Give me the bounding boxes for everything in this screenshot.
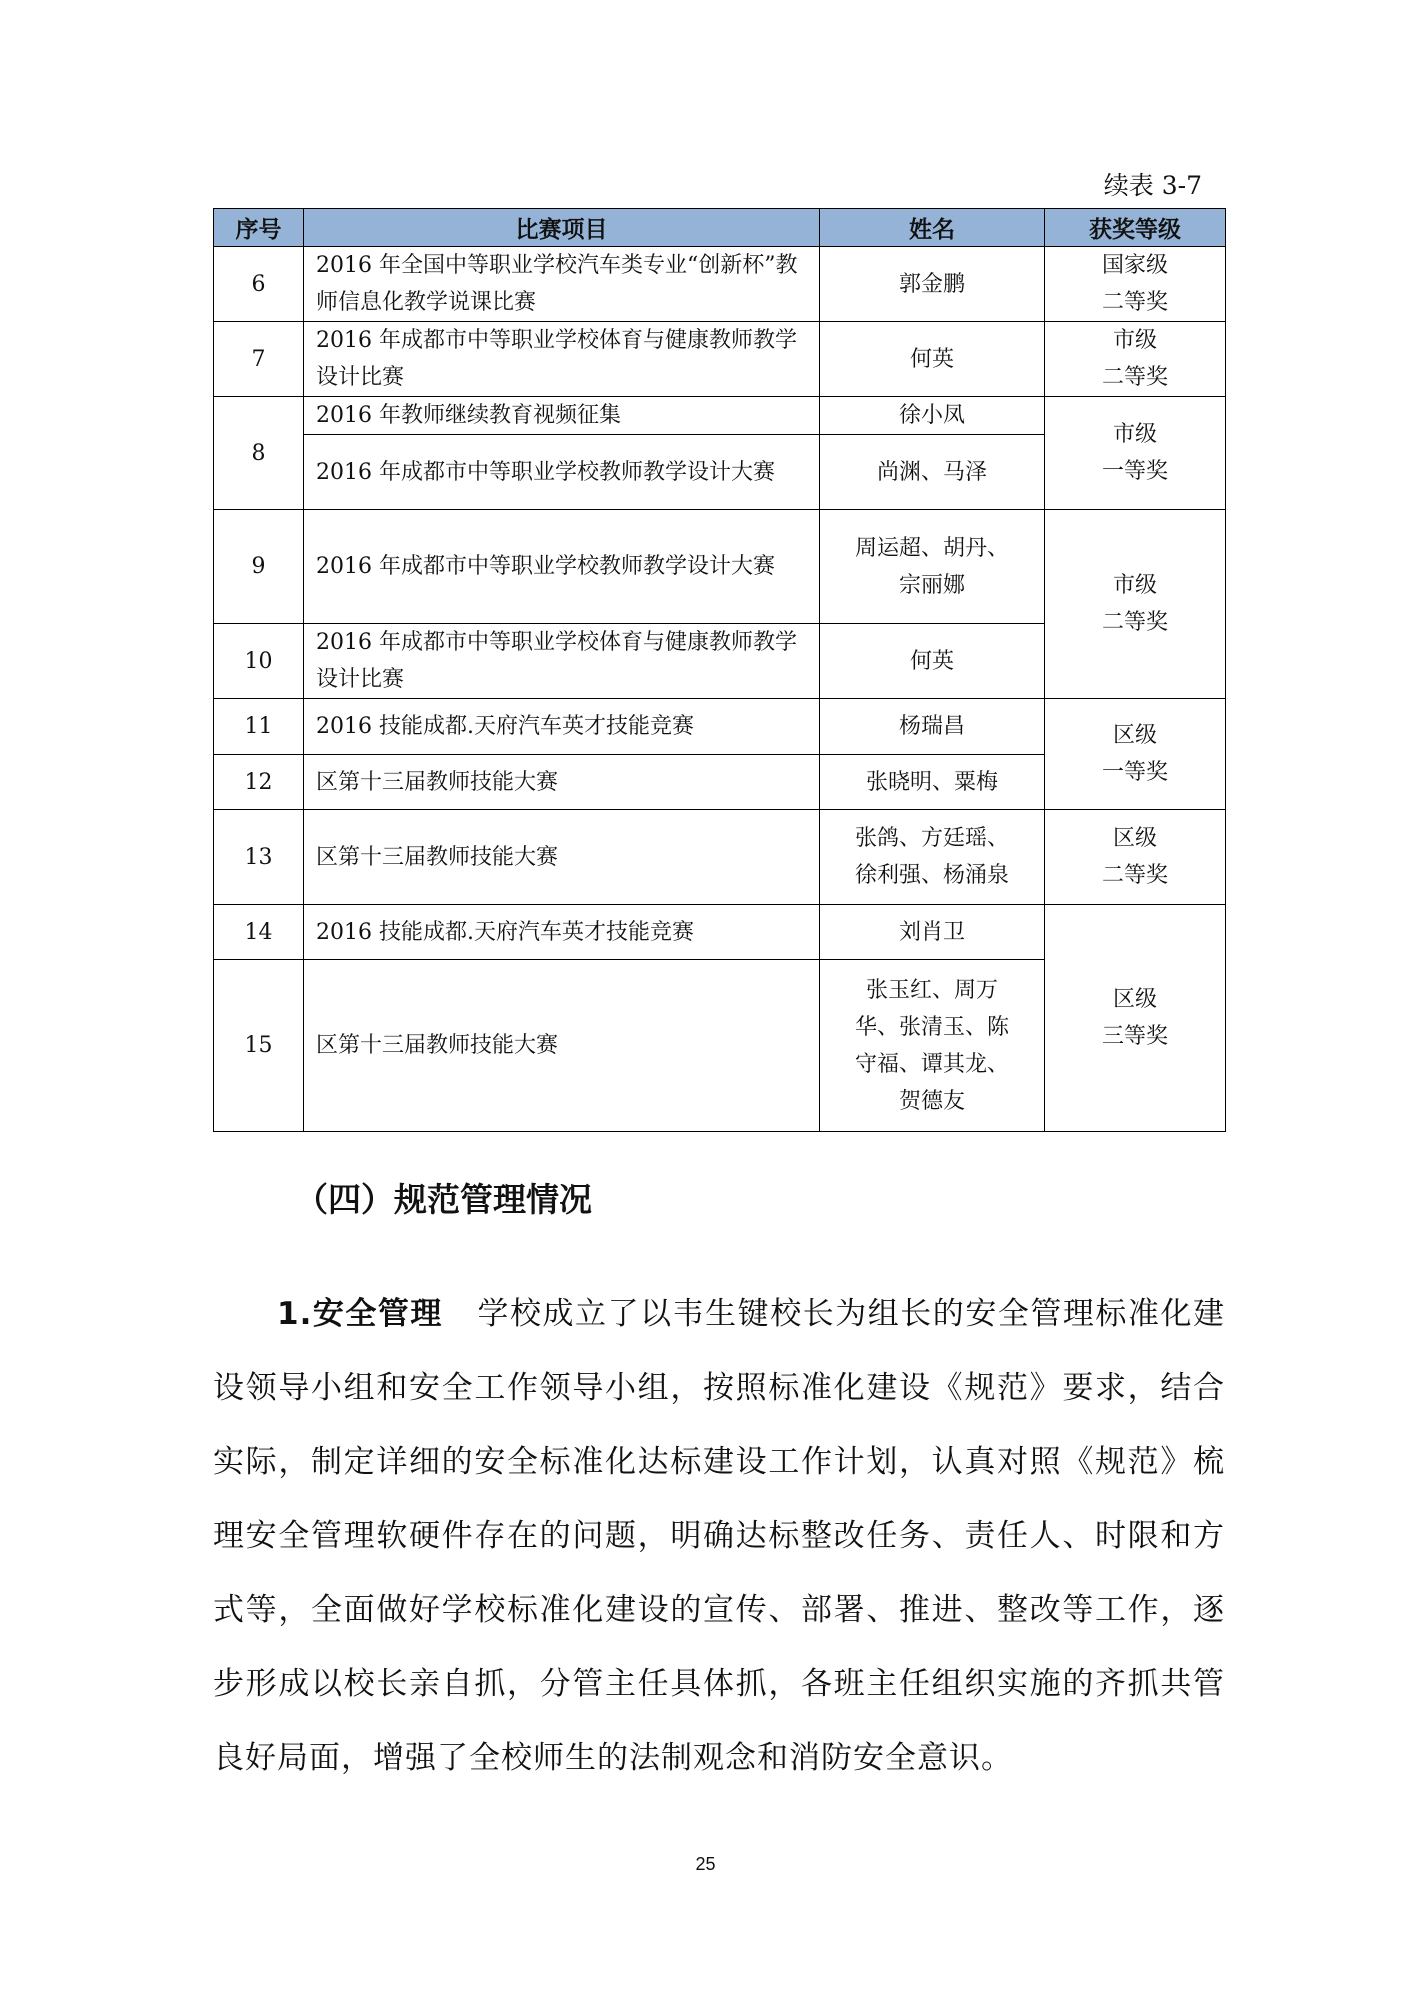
table-row [214,905,1226,960]
row-names: 刘肖卫 [820,905,1045,960]
row-no: 8 [214,397,304,510]
row-item: 2016 年成都市中等职业学校体育与健康教师教学设计比赛 [304,624,820,699]
paragraph-body: 学校成立了以韦生键校长为组长的安全管理标准化建设领导小组和安全工作领导小组，按照标准化建设《规范》要求，结合实际，制定详细的安全标准化达标建设工作计划，认真对照《规范》梳理安全管理软硬件存在的问题，明确达标整改任务、责任人、时限和方式等，全面做好学校标准化建设的宣传、部署、推进、整改等工作，逐步形成以校长亲自抓，分管主任具体抓，各班主任组织实施的齐抓共管良好局面，增强了全校师生的法制观念和消防安全意识。 [213,1296,1225,1776]
row-names: 郭金鹏 [820,247,1045,322]
row-award: 区级 一等奖 [1045,699,1226,810]
row-no: 14 [214,905,304,960]
row-names: 杨瑞昌 [820,699,1045,755]
header-item: 比赛项目 [304,209,820,247]
row-names: 何英 [820,322,1045,397]
row-no: 6 [214,247,304,322]
row-names: 周运超、胡丹、 宗丽娜 [820,510,1045,624]
table-row [214,699,1226,755]
row-item: 区第十三届教师技能大赛 [304,960,820,1132]
row-names: 何英 [820,624,1045,699]
row-item: 区第十三届教师技能大赛 [304,755,820,810]
row-no: 7 [214,322,304,397]
row-award: 区级 三等奖 [1045,905,1226,1132]
table-row [214,510,1226,624]
row-item: 2016 年成都市中等职业学校教师教学设计大赛 [304,510,820,624]
row-names: 张玉红、周万 华、张清玉、陈 守福、谭其龙、 贺德友 [820,960,1045,1132]
paragraph-lead: 1.安全管理 [277,1296,443,1332]
header-name: 姓名 [820,209,1045,247]
row-names: 徐小凤 [820,397,1045,435]
section-heading: （四）规范管理情况 [295,1180,592,1219]
row-names: 尚渊、马泽 [820,435,1045,510]
row-no: 15 [214,960,304,1132]
row-names: 张晓明、粟梅 [820,755,1045,810]
row-no: 13 [214,810,304,905]
row-award: 市级 一等奖 [1045,397,1226,510]
table-header-row [214,209,1226,247]
row-no: 10 [214,624,304,699]
page-number: 25 [695,1854,716,1874]
row-no: 11 [214,699,304,755]
table-row [214,810,1226,905]
row-no: 12 [214,755,304,810]
row-item: 2016 年教师继续教育视频征集 [304,397,820,435]
row-award: 市级 二等奖 [1045,322,1226,397]
table-row [214,397,1226,435]
header-award: 获奖等级 [1045,209,1226,247]
row-item: 2016 技能成都.天府汽车英才技能竞赛 [304,699,820,755]
row-item: 2016 年成都市中等职业学校体育与健康教师教学设计比赛 [304,322,820,397]
row-award: 国家级 二等奖 [1045,247,1226,322]
row-award: 区级 二等奖 [1045,810,1226,905]
row-names: 张鸽、方廷瑶、 徐利强、杨涌泉 [820,810,1045,905]
awards-table [213,208,1226,1132]
row-item: 2016 年全国中等职业学校汽车类专业“创新杯”教师信息化教学说课比赛 [304,247,820,322]
row-item: 区第十三届教师技能大赛 [304,810,820,905]
table-caption: 续表 3-7 [1103,171,1202,200]
section-paragraph [213,1277,1225,1795]
row-award: 市级 二等奖 [1045,510,1226,699]
row-item: 2016 技能成都.天府汽车英才技能竞赛 [304,905,820,960]
table-row [214,322,1226,397]
row-item: 2016 年成都市中等职业学校教师教学设计大赛 [304,435,820,510]
table-row [214,247,1226,322]
header-no: 序号 [214,209,304,247]
row-no: 9 [214,510,304,624]
